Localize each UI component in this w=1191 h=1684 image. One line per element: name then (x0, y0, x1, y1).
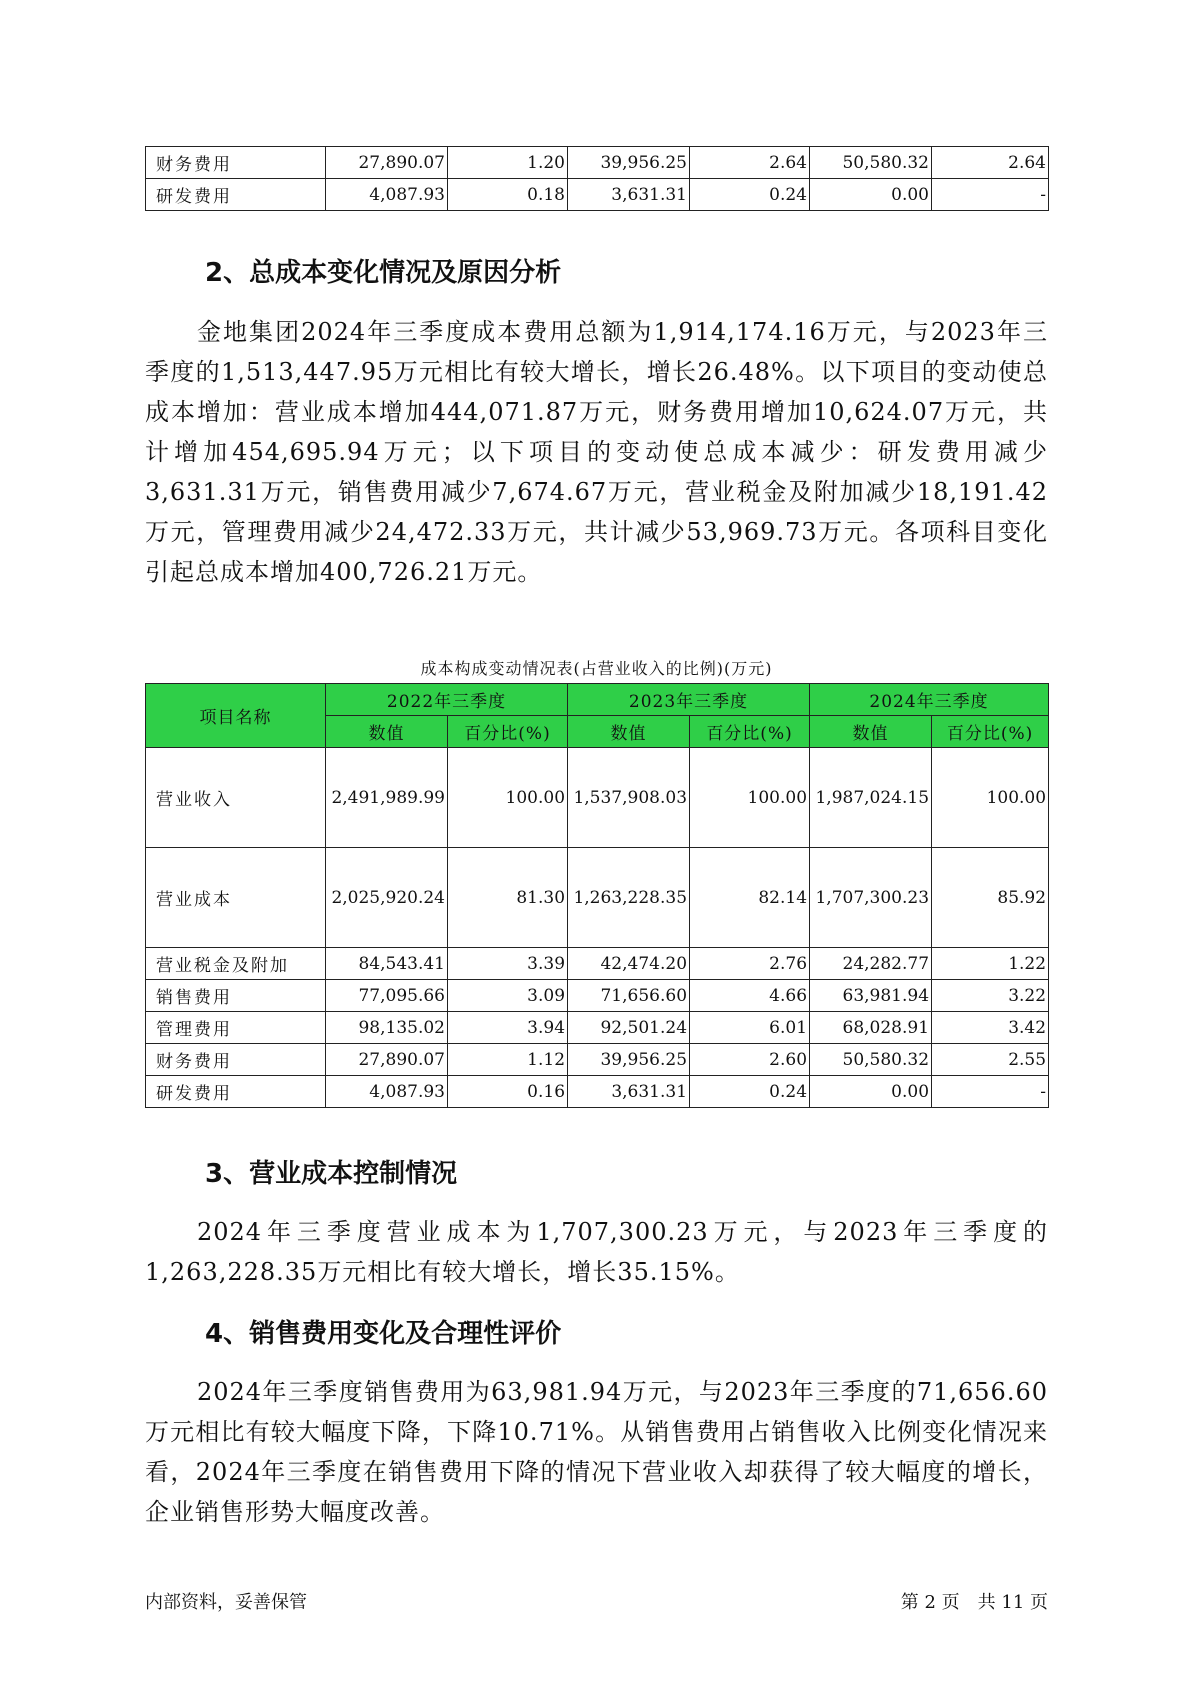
cell-p2024: 2.64 (932, 147, 1049, 179)
header-period-2022: 2022年三季度 (326, 684, 568, 716)
cell-p2023: 4.66 (690, 980, 810, 1012)
cell-v2023: 39,956.25 (568, 147, 690, 179)
section-3-paragraph (145, 1212, 1048, 1292)
row-name: 管理费用 (146, 1012, 326, 1044)
table-row (146, 147, 1049, 179)
table-row (146, 848, 1049, 948)
cell-p2022: 3.39 (448, 948, 568, 980)
cell-v2022: 4,087.93 (326, 1076, 448, 1108)
cell-v2024: 50,580.32 (810, 1044, 932, 1076)
header-pct-2024: 百分比(%) (932, 716, 1049, 748)
table-row (146, 748, 1049, 848)
header-period-2023: 2023年三季度 (568, 684, 810, 716)
cell-p2024: 1.22 (932, 948, 1049, 980)
cell-v2022: 4,087.93 (326, 179, 448, 211)
cell-p2024: 3.22 (932, 980, 1049, 1012)
cell-v2023: 42,474.20 (568, 948, 690, 980)
cell-p2023: 2.60 (690, 1044, 810, 1076)
cell-v2024: 0.00 (810, 179, 932, 211)
cell-v2022: 2,491,989.99 (326, 748, 448, 848)
cost-table-caption: 成本构成变动情况表(占营业收入的比例)(万元) (420, 659, 773, 678)
row-name: 销售费用 (146, 980, 326, 1012)
cell-p2023: 6.01 (690, 1012, 810, 1044)
cell-p2024: - (932, 179, 1049, 211)
cell-v2023: 3,631.31 (568, 1076, 690, 1108)
cell-v2022: 84,543.41 (326, 948, 448, 980)
cell-p2022: 0.18 (448, 179, 568, 211)
header-value-2024: 数值 (810, 716, 932, 748)
cell-p2022: 3.94 (448, 1012, 568, 1044)
table-row (146, 1076, 1049, 1108)
cell-p2024: 100.00 (932, 748, 1049, 848)
cell-p2022: 100.00 (448, 748, 568, 848)
header-pct-2022: 百分比(%) (448, 716, 568, 748)
row-name: 研发费用 (146, 1076, 326, 1108)
cell-v2024: 63,981.94 (810, 980, 932, 1012)
cell-p2024: 2.55 (932, 1044, 1049, 1076)
cell-p2024: 3.42 (932, 1012, 1049, 1044)
cell-v2024: 0.00 (810, 1076, 932, 1108)
cell-v2024: 1,987,024.15 (810, 748, 932, 848)
footer-left: 内部资料，妥善保管 (145, 1592, 307, 1613)
cost-table (145, 683, 1049, 1108)
cell-v2022: 27,890.07 (326, 1044, 448, 1076)
row-name: 财务费用 (146, 147, 326, 179)
row-name: 财务费用 (146, 1044, 326, 1076)
section-3-heading: 3、营业成本控制情况 (205, 1159, 458, 1189)
cell-p2022: 1.20 (448, 147, 568, 179)
cell-p2023: 2.76 (690, 948, 810, 980)
row-name: 研发费用 (146, 179, 326, 211)
cell-v2022: 27,890.07 (326, 147, 448, 179)
cell-p2024: 85.92 (932, 848, 1049, 948)
section-2-paragraph (145, 312, 1048, 592)
section-2-text: 金地集团2024年三季度成本费用总额为1,914,174.16万元，与2023年三季度的1,513,447.95万元相比有较大增长，增长26.48%。以下项目的变动使总成本增加：营业成本增加444,071.87万元，财务费用增加10,624.07万元，共计增加454,695.94万元；以下项目的变动使总成本减少：研发费用减少3,631.31万元，销售费用减少7,674.67万元，营业税金及附加减少18,191.42万元，管理费用减少24,472.33万元，共计减少53,969.73万元。各项科目变化引起总成本增加400,726.21万元。 (145, 318, 1048, 586)
cell-v2022: 2,025,920.24 (326, 848, 448, 948)
header-pct-2023: 百分比(%) (690, 716, 810, 748)
section-2-heading: 2、总成本变化情况及原因分析 (205, 258, 562, 288)
cell-v2023: 92,501.24 (568, 1012, 690, 1044)
cell-p2023: 2.64 (690, 147, 810, 179)
section-4-heading: 4、销售费用变化及合理性评价 (205, 1319, 562, 1349)
table-row (146, 179, 1049, 211)
table-row (146, 948, 1049, 980)
cell-v2023: 3,631.31 (568, 179, 690, 211)
top-table (145, 146, 1049, 211)
header-value-2022: 数值 (326, 716, 448, 748)
cell-v2024: 50,580.32 (810, 147, 932, 179)
cell-p2023: 0.24 (690, 179, 810, 211)
cell-p2022: 3.09 (448, 980, 568, 1012)
cell-p2023: 0.24 (690, 1076, 810, 1108)
row-name: 营业税金及附加 (146, 948, 326, 980)
cell-p2023: 82.14 (690, 848, 810, 948)
header-value-2023: 数值 (568, 716, 690, 748)
row-name: 营业收入 (146, 748, 326, 848)
cell-v2023: 1,537,908.03 (568, 748, 690, 848)
cell-p2022: 1.12 (448, 1044, 568, 1076)
table-row (146, 1012, 1049, 1044)
table-row (146, 1044, 1049, 1076)
cell-v2023: 39,956.25 (568, 1044, 690, 1076)
cell-v2024: 1,707,300.23 (810, 848, 932, 948)
cell-p2022: 81.30 (448, 848, 568, 948)
cell-p2022: 0.16 (448, 1076, 568, 1108)
section-3-text: 2024年三季度营业成本为1,707,300.23万元，与2023年三季度的1,263,228.35万元相比有较大增长，增长35.15%。 (145, 1218, 1048, 1286)
cell-v2023: 1,263,228.35 (568, 848, 690, 948)
cell-v2024: 24,282.77 (810, 948, 932, 980)
table-row (146, 980, 1049, 1012)
header-item-name: 项目名称 (146, 684, 326, 748)
section-4-paragraph (145, 1372, 1048, 1532)
row-name: 营业成本 (146, 848, 326, 948)
header-period-2024: 2024年三季度 (810, 684, 1049, 716)
section-4-text: 2024年三季度销售费用为63,981.94万元，与2023年三季度的71,656.60万元相比有较大幅度下降，下降10.71%。从销售费用占销售收入比例变化情况来看，2024年三季度在销售费用下降的情况下营业收入却获得了较大幅度的增长，企业销售形势大幅度改善。 (145, 1378, 1048, 1526)
cell-v2022: 77,095.66 (326, 980, 448, 1012)
cell-p2023: 100.00 (690, 748, 810, 848)
cell-v2024: 68,028.91 (810, 1012, 932, 1044)
footer-right: 第 2 页 共 11 页 (900, 1592, 1048, 1613)
cell-p2024: - (932, 1076, 1049, 1108)
cell-v2023: 71,656.60 (568, 980, 690, 1012)
cell-v2022: 98,135.02 (326, 1012, 448, 1044)
